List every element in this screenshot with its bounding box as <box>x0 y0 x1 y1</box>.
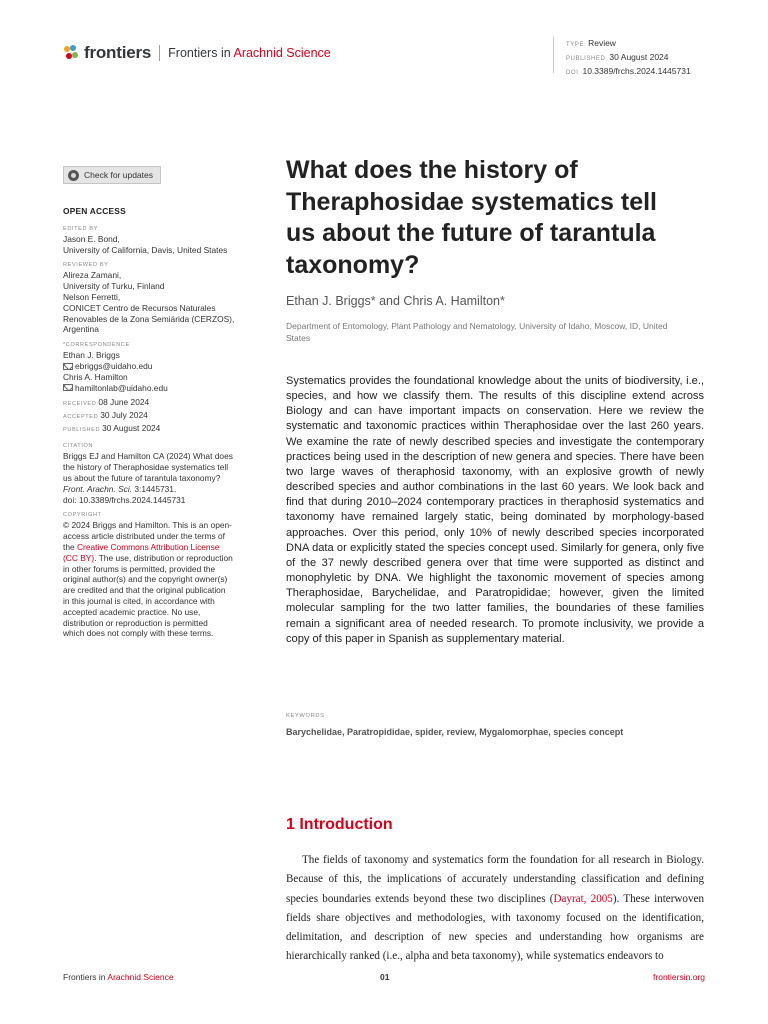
article-authors: Ethan J. Briggs* and Chris A. Hamilton* <box>286 294 505 308</box>
email-link-2[interactable]: hamiltonlab@uidaho.edu <box>63 383 263 394</box>
open-access-label: OPEN ACCESS <box>63 206 126 216</box>
citation-doi[interactable]: doi: 10.3389/frchs.2024.1445731 <box>63 494 186 505</box>
journal-name[interactable]: Frontiers in Arachnid Science <box>168 46 331 60</box>
footer-journal[interactable]: Frontiers in Arachnid Science <box>63 972 174 982</box>
article-published: PUBLISHED 30 August 2024 <box>566 52 669 62</box>
brand-name: frontiers <box>84 43 152 62</box>
frontiers-logo-icon <box>64 45 80 61</box>
accepted-date: ACCEPTED 30 July 2024 <box>63 410 148 421</box>
header-divider <box>159 45 160 61</box>
page-number: 01 <box>380 972 390 982</box>
correspondence-label: *CORRESPONDENCE <box>63 342 130 349</box>
cc-by-link[interactable]: (CC BY) <box>63 552 95 563</box>
check-for-updates-button[interactable]: Check for updates <box>63 166 161 184</box>
cc-license-link[interactable]: Creative Commons Attribution License <box>76 541 220 552</box>
email-link-1[interactable]: ebriggs@uidaho.edu <box>63 361 263 372</box>
article-title: What does the history of Theraphosidae systematics tell us about the future of tarantula taxonomy? <box>286 156 657 279</box>
updates-icon <box>68 170 79 181</box>
author-affiliation: Department of Entomology, Plant Pathology and Nematology, University of Idaho, Moscow, ID, United States <box>286 321 668 343</box>
citation-link[interactable]: Dayrat, 2005 <box>553 892 613 905</box>
article-sidebar: OPEN ACCESS EDITED BY Jason E. Bond, University of California, Davis, United States REVIEWED BY Alireza Zamani, University of Turku, Finland Nelson Ferretti, CONICET Centro de Recursos Naturales Renovables de la Zona Semiárida (CERZOS), Argentina *CORRESPONDENCE Ethan J. Briggs ebriggs@uidaho.edu Chris A. Hamilton hamiltonlab@uidaho.edu RECEIVED 08 June 2024 ACCEPTED 30 July 2024 PUBLISHED 30 August 2024 CITATION Briggs EJ and Hamilton CA (2024) What does the history of Theraphosidae systematics tell us about the future of tarantula taxonomy? Front. Arachn. Sci. 3:1445731. doi: 10.3389/frchs.2024.1445731 COPYRIGHT © 2024 Briggs and Hamilton. This is an open- access article distributed under the terms of the Creative Commons Attribution License (CC BY). The use, distribution or reproduction in other forums is permitted, provided the original author(s) and the copyright owner(s) are credited and that the original publication in this journal is cited, in accordance with accepted academic practice. No use, distribution or reproduction is permitted which does not comply with these terms. <box>63 206 263 639</box>
keywords-label: KEYWORDS <box>286 713 325 719</box>
citation-label: CITATION <box>63 443 94 450</box>
section-heading-introduction: 1 Introduction <box>286 816 393 833</box>
article-type: TYPE Review <box>566 38 616 48</box>
copyright-label: COPYRIGHT <box>63 512 102 519</box>
edited-by-label: EDITED BY <box>63 225 98 232</box>
footer-site-link[interactable]: frontiersin.org <box>653 972 705 982</box>
published-date: PUBLISHED 30 August 2024 <box>63 423 161 434</box>
envelope-icon <box>63 363 73 370</box>
abstract: Systematics provides the foundational knowledge about the units of biodiversity, i.e., species, and how we classify them. The results of this discipline extend across Biology and can have important impacts on conservation. Here we review the systematic and taxonomic practices within Theraphosidae over the last 260 years. We examine the rate of newly described species and investigate the contemporary practices being used in the description of new genera and species. There have been two large waves of theraphosid taxonomy, with an explosive growth of newly described species and author combinations in the last 60 years. We look back and find that during 2010–2024 contemporary practices in theraphosid systematics and taxonomy have remained largely static, being dominated by morphology-based approaches. Over this period, only 10% of newly described species incorporated DNA data or explicitly stated the species concept used. Similarly for genera, only five of the 37 newly described genera over that time were supported as distinct and monophyletic by DNA. We highlight the taxonomic movement of species among Theraphosidae, Barychelidae, and Paratropididae; however, given the limited molecular sampling for the two latter families, the boundaries of these families remain a significant area of needed research. To promote inclusivity, we provide a copy of this paper in Spanish as supplementary material. <box>286 375 704 645</box>
introduction-paragraph: The fields of taxonomy and systematics form the foundation for all research in Biology. Because of this, the implications of accurately understanding classification and defining species boundaries extends beyond these two disciplines (Dayrat, 2005). These interwoven fields share objectives and methodologies, with taxonomy focused on the identification, delimitation, and description of new species and understanding how organisms are hierarchically ranked (i.e., alpha and beta taxonomy), while systematics endeavors to <box>286 854 704 963</box>
received-date: RECEIVED 08 June 2024 <box>63 397 150 408</box>
reviewed-by-label: REVIEWED BY <box>63 262 109 269</box>
article-meta <box>553 37 691 76</box>
keywords: Barychelidae, Paratropididae, spider, review, Mygalomorphae, species concept <box>286 727 624 737</box>
article-doi: DOI 10.3389/frchs.2024.1445731 <box>566 66 691 76</box>
envelope-icon <box>63 384 73 391</box>
frontiers-logo[interactable] <box>64 43 331 63</box>
